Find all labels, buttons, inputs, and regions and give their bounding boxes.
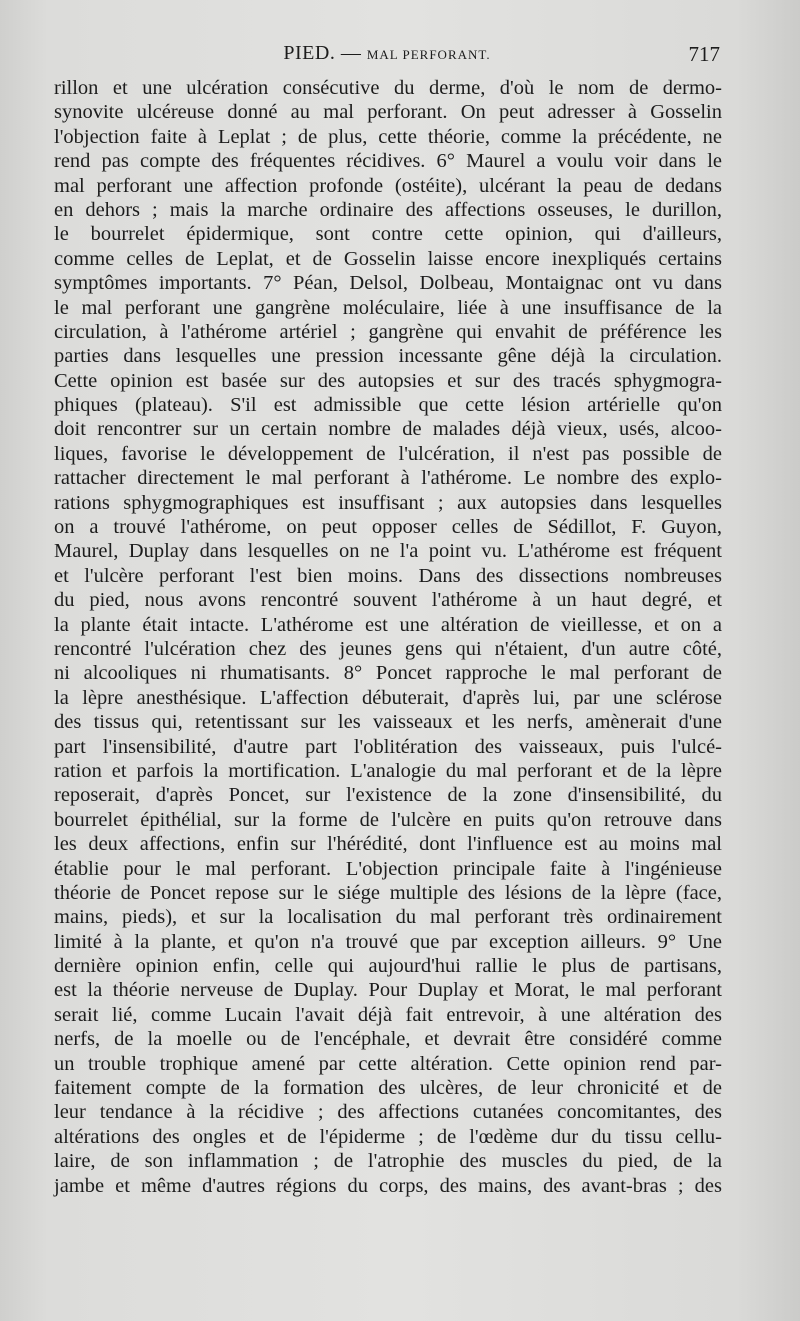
text-line: ni alcooliques ni rhumatisants. 8° Poncet rapproche le mal perforant de	[54, 662, 722, 685]
text-line: le mal perforant une gangrène moléculaire, liée à une insuffisance de la	[54, 296, 722, 319]
text-line: rations sphygmographiques est insuffisant ; aux autopsies dans lesquelles	[54, 491, 722, 514]
text-line: phiques (plateau). S'il est admissible que cette lésion artérielle qu'on	[54, 394, 722, 417]
running-head-dash: —	[340, 42, 362, 64]
text-line: théorie de Poncet repose sur le siége multiple des lésions de la lèpre (face,	[54, 881, 722, 904]
text-line: altérations des ongles et de l'épiderme ; de l'œdème dur du tissu cellu-	[54, 1125, 722, 1148]
text-line: des tissus qui, retentissant sur les vaisseaux et les nerfs, amènerait d'une	[54, 711, 722, 734]
page-number: 717	[688, 42, 720, 66]
text-line: comme celles de Leplat, et de Gosselin laisse encore inexpliqués certains	[54, 247, 722, 270]
text-line: un trouble trophique amené par cette altération. Cette opinion rend par-	[54, 1052, 722, 1075]
text-line: liques, favorise le développement de l'ulcération, il n'est pas possible de	[54, 442, 722, 465]
text-line: mal perforant une affection profonde (ostéite), ulcérant la peau de dedans	[54, 174, 722, 197]
text-line: leur tendance à la récidive ; des affections cutanées concomitantes, des	[54, 1101, 722, 1124]
text-line: est la théorie nerveuse de Duplay. Pour Duplay et Morat, le mal perforant	[54, 979, 722, 1002]
text-line: bourrelet épithélial, sur la forme de l'ulcère en puits qu'on retrouve dans	[54, 808, 722, 831]
text-line: les deux affections, enfin sur l'hérédité, dont l'influence est au moins mal	[54, 833, 722, 856]
running-head-subsection: MAL PERFORANT.	[366, 47, 491, 62]
text-line: mains, pieds), et sur la localisation du mal perforant très ordinairement	[54, 906, 722, 929]
text-line: symptômes importants. 7° Péan, Delsol, Dolbeau, Montaignac ont vu dans	[54, 272, 722, 295]
text-line: faitement compte de la formation des ulcères, de leur chronicité et de	[54, 1077, 722, 1100]
text-line: la plante était intacte. L'athérome est une altération de vieillesse, et on a	[54, 613, 722, 636]
text-line: et l'ulcère perforant l'est bien moins. Dans des dissections nombreuses	[54, 564, 722, 587]
text-line: rattacher directement le mal perforant à l'athérome. Le nombre des explo-	[54, 467, 722, 490]
text-line: parties dans lesquelles une pression incessante gêne déjà la circulation.	[54, 345, 722, 368]
text-line: laire, de son inflammation ; de l'atrophie des muscles du pied, de la	[54, 1150, 722, 1173]
text-line: reposerait, d'après Poncet, sur l'existence de la zone d'insensibilité, du	[54, 784, 722, 807]
body-text	[54, 76, 722, 1198]
text-line: ration et parfois la mortification. L'analogie du mal perforant et de la lèpre	[54, 759, 722, 782]
text-line: limité à la plante, et qu'on n'a trouvé que par exception ailleurs. 9° Une	[54, 930, 722, 953]
text-line: dernière opinion enfin, celle qui aujourd'hui rallie le plus de partisans,	[54, 955, 722, 978]
text-line: jambe et même d'autres régions du corps, des mains, des avant-bras ; des	[54, 1174, 722, 1197]
running-head	[54, 42, 720, 65]
text-line: synovite ulcéreuse donné au mal perforant. On peut adresser à Gosselin	[54, 101, 722, 124]
text-line: on a trouvé l'athérome, on peut opposer celles de Sédillot, F. Guyon,	[54, 516, 722, 539]
text-line: le bourrelet épidermique, sont contre cette opinion, qui d'ailleurs,	[54, 223, 722, 246]
text-line: circulation, à l'athérome artériel ; gangrène qui envahit de préférence les	[54, 320, 722, 343]
text-line: serait lié, comme Lucain l'avait déjà fait entrevoir, à une altération des	[54, 1003, 722, 1026]
page-header	[54, 42, 720, 72]
running-head-section: PIED.	[283, 42, 336, 64]
text-line: nerfs, de la moelle ou de l'encéphale, et devrait être considéré comme	[54, 1028, 722, 1051]
text-line: l'objection faite à Leplat ; de plus, cette théorie, comme la précédente, ne	[54, 125, 722, 148]
text-line: part l'insensibilité, d'autre part l'oblitération des vaisseaux, puis l'ulcé-	[54, 735, 722, 758]
text-line: la lèpre anesthésique. L'affection débuterait, d'après lui, par une sclérose	[54, 686, 722, 709]
text-line: du pied, nous avons rencontré souvent l'athérome à un haut degré, et	[54, 589, 722, 612]
text-line: rillon et une ulcération consécutive du derme, d'où le nom de dermo-	[54, 77, 722, 99]
text-line: doit rencontrer sur un certain nombre de malades déjà vieux, usés, alcoo-	[54, 418, 722, 441]
text-line: Cette opinion est basée sur des autopsies et sur des tracés sphygmogra-	[54, 369, 722, 392]
text-line: rencontré l'ulcération chez des jeunes gens qui n'étaient, d'un autre côté,	[54, 637, 722, 660]
text-line: établie pour le mal perforant. L'objection principale faite à l'ingénieuse	[54, 857, 722, 880]
text-line: rend pas compte des fréquentes récidives. 6° Maurel a voulu voir dans le	[54, 150, 722, 173]
text-line: Maurel, Duplay dans lesquelles on ne l'a point vu. L'athérome est fréquent	[54, 540, 722, 563]
text-line: en dehors ; mais la marche ordinaire des affections osseuses, le durillon,	[54, 198, 722, 221]
